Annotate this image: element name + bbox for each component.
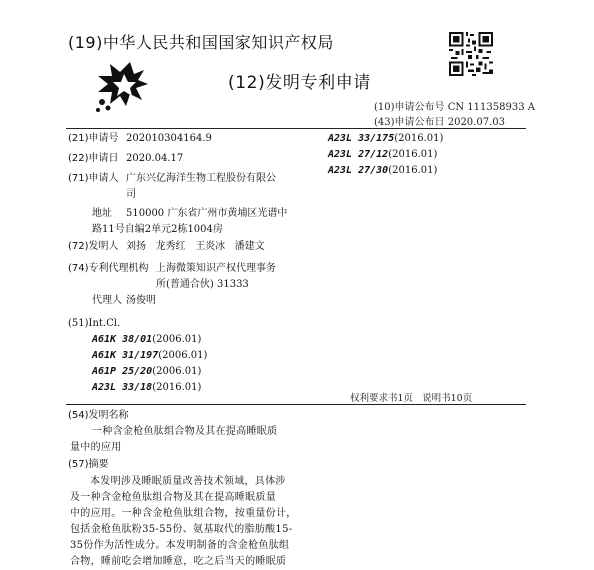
abstract-text [70,474,296,570]
publication-number-value: CN 111358933 A [447,102,535,113]
int-cl-item: A61P 25/20(2006.01) [92,366,202,377]
publication-number [374,98,535,113]
title-label: (54)发明名称 [68,410,129,421]
ipc-item: A23L 27/30(2016.01) [328,165,438,176]
page-count-note: 权利要求书1页 说明书10页 [350,393,473,404]
int-cl-item: A61K 38/01(2006.01) [92,334,202,345]
patent-agency-line2: 所(普通合伙) 31333 [156,279,249,290]
qr-code-icon [449,32,493,76]
applicant: (71)申请人 广东兴亿海洋生物工程股份有限公 [68,173,276,184]
address: 地址 510000 广东省广州市黄埔区光谱中 [92,208,288,219]
publication-date-value: 2020.07.03 [447,117,505,128]
ipc-item: A23L 27/12(2016.01) [328,149,438,160]
application-number: (21)申请号 202010304164.9 [68,133,212,144]
invention-title-line2: 量中的应用 [70,442,122,453]
publication-date [374,113,505,128]
document-type: (12)发明专利申请 [228,73,371,93]
abstract-label: (57)摘要 [68,459,109,470]
abstract-line: 包括金枪鱼肽粉35-55份、氨基取代的脂肪酸15- [70,524,293,535]
abstract-line: 本发明涉及睡眠质量改善技术领域，具体涉 [90,476,286,487]
applicant-line2: 司 [126,189,136,200]
patent-agency: (74)专利代理机构 上海微策知识产权代理事务 [68,263,276,274]
publication-date-label: (43)申请公布日 [374,117,445,128]
section-divider [66,404,526,405]
int-cl-item: A23L 33/18(2016.01) [92,382,202,393]
agent: 代理人 汤俊明 [92,295,156,306]
inventors: (72)发明人 刘扬 龙秀红 王炎冰 潘建文 [68,241,265,252]
publication-number-label: (10)申请公布号 [374,102,445,113]
address-line2: 路11号自编2单元2栋1004房 [92,224,223,235]
invention-title: 一种含金枪鱼肽组合物及其在提高睡眠质 [92,426,278,437]
application-date: (22)申请日 2020.04.17 [68,153,184,164]
int-cl-label: (51)Int.Cl. [68,318,121,329]
header-divider [66,128,526,129]
ipc-item: A23L 33/175(2016.01) [328,133,444,144]
abstract-line: 及一种含金枪鱼肽组合物及其在提高睡眠质量 [70,492,276,503]
sipo-emblem-icon [92,60,150,116]
abstract-line: 合物，睡前吃会增加睡意，吃之后当天的睡眠质 [70,556,287,567]
abstract-line: 中的应用。一种含金枪鱼肽组合物，按重量份计， [70,508,297,519]
int-cl-item: A61K 31/197(2006.01) [92,350,208,361]
patent-office-name: (19)中华人民共和国国家知识产权局 [68,33,334,52]
abstract-line: 35份作为活性成分。本发明制备的含金枪鱼肽组 [70,540,290,551]
